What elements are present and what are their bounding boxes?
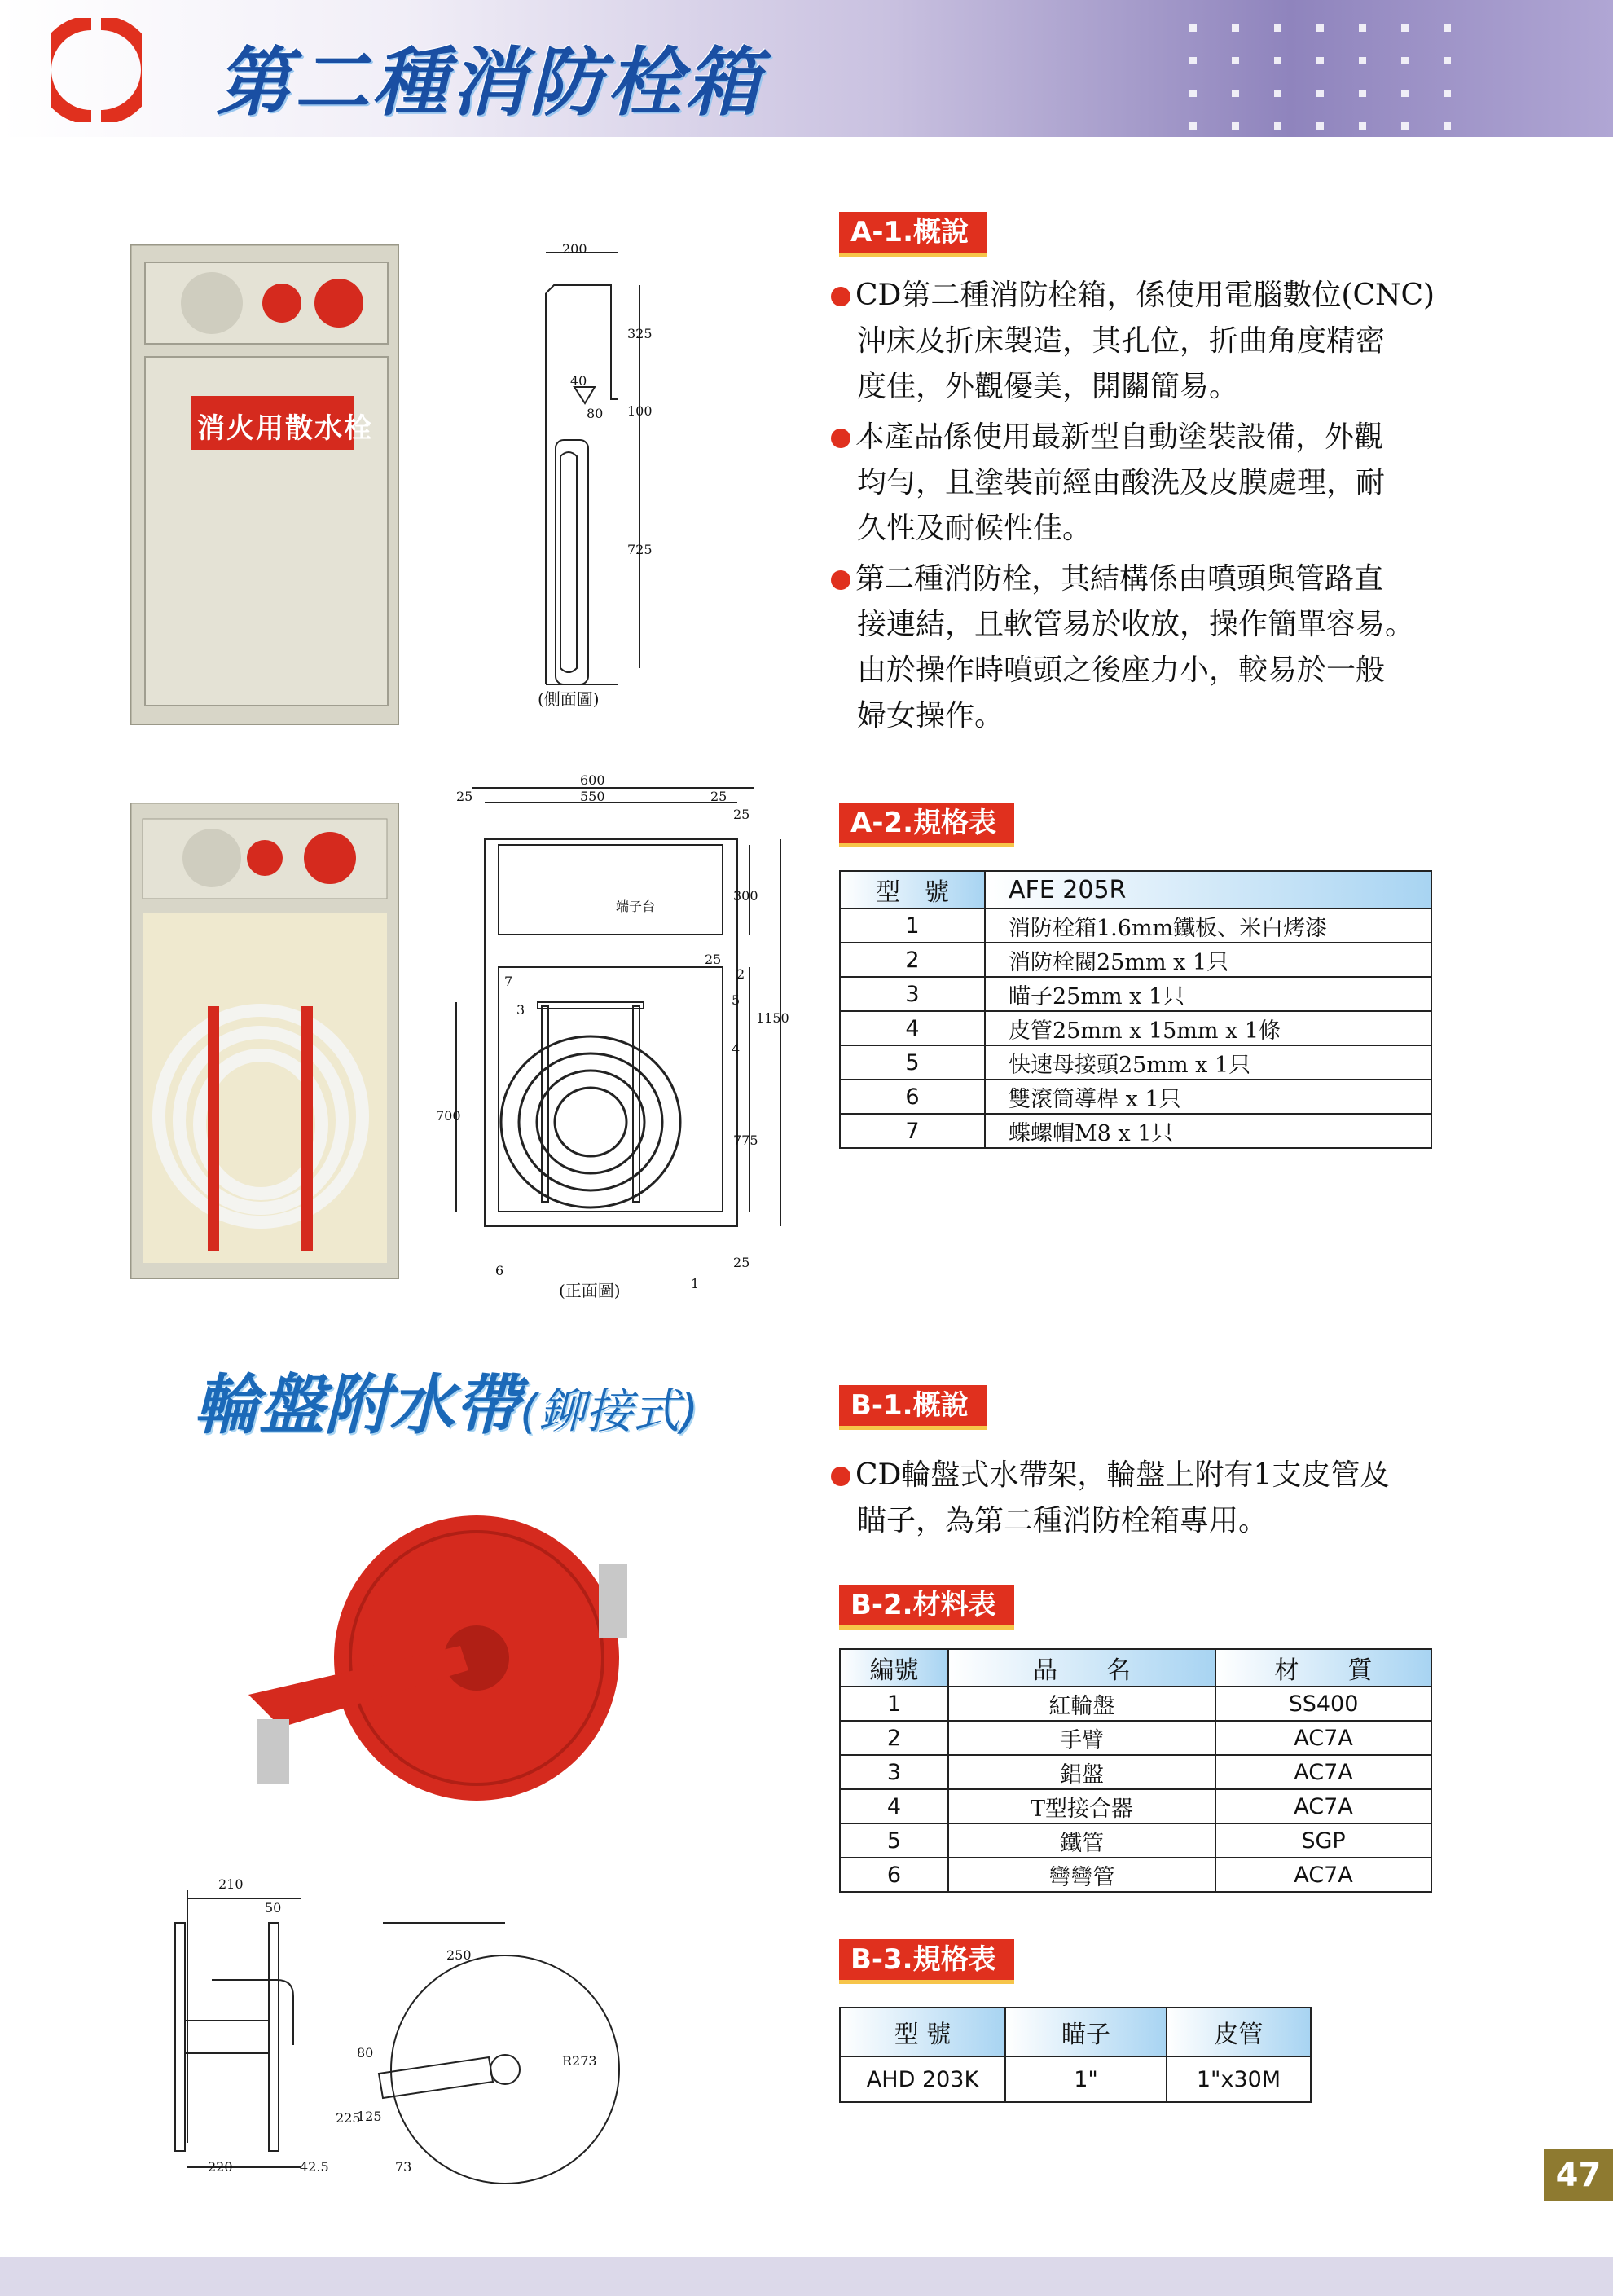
table-row: 1 紅輪盤 SS400: [840, 1687, 1431, 1721]
b1-bullets: [831, 1453, 1389, 1544]
header-dot: [1444, 122, 1451, 130]
cabinet-label: 消火用散水栓: [197, 412, 373, 445]
table-row: 3 瞄子25mm x 1只: [840, 977, 1431, 1011]
header-dot: [1444, 24, 1451, 32]
callout: 2: [736, 966, 745, 982]
header-dot: [1232, 122, 1239, 130]
dim-label: 775: [733, 1133, 758, 1148]
dim-label: 25: [733, 1255, 750, 1270]
header-dot: [1359, 57, 1366, 64]
dim-label: 1150: [756, 1010, 789, 1026]
dim-label: 550: [580, 789, 605, 804]
dim-label: 225: [336, 2110, 361, 2126]
table-header-row: 編號 品 名 材 質: [840, 1649, 1431, 1687]
reel-drawing: [163, 1874, 668, 2184]
model-cell: AFE 205R: [985, 871, 1431, 908]
table-row: 2 手臂 AC7A: [840, 1721, 1431, 1755]
a1-tag: A-1.概說: [839, 212, 987, 257]
dim-label: 50: [265, 1900, 282, 1916]
terminal-label: 端子台: [616, 899, 656, 914]
dim-label: 210: [218, 1876, 244, 1892]
header-dot: [1232, 24, 1239, 32]
header-dot: [1232, 90, 1239, 97]
dim-label: 40: [570, 373, 587, 389]
dim-label: 200: [562, 241, 587, 257]
footer-band: [0, 2257, 1613, 2296]
b2-material-table: [839, 1648, 1432, 1893]
header-dot: [1401, 24, 1409, 32]
bullet-line: 本產品係使用最新型自動塗裝設備，外觀: [831, 415, 1435, 460]
col-header: 型 號: [840, 871, 985, 908]
dim-label: 300: [733, 888, 758, 904]
header-dot: [1189, 24, 1197, 32]
header-dot: [1401, 122, 1409, 130]
table-row: 4 皮管25mm x 15mm x 1條: [840, 1011, 1431, 1045]
table-row: 4 T型接合器 AC7A: [840, 1789, 1431, 1823]
table-row: 6 雙滾筒導桿 x 1只: [840, 1080, 1431, 1114]
front-caption: (正面圖): [559, 1281, 621, 1300]
header-dot: [1189, 57, 1197, 64]
a1-bullets: [831, 273, 1435, 739]
callout: 7: [504, 974, 513, 989]
dim-label: 25: [710, 789, 727, 804]
bullet-line: 均勻，且塗裝前經由酸洗及皮膜處理，耐: [857, 466, 1386, 499]
table-row: 5 快速母接頭25mm x 1只: [840, 1045, 1431, 1080]
reel-section-title: 輪盤附水帶(鉚接式): [194, 1367, 699, 1443]
table-row: 5 鐵管 SGP: [840, 1823, 1431, 1858]
bullet-line: CD第二種消防栓箱，係使用電腦數位(CNC): [831, 273, 1435, 319]
dim-label: 25: [733, 807, 750, 822]
dim-label: 725: [627, 542, 653, 557]
b2-tag: B-2.材料表: [839, 1585, 1014, 1630]
header-dot: [1359, 24, 1366, 32]
dim-label: 325: [627, 326, 653, 341]
header-dot: [1401, 57, 1409, 64]
header-dot: [1274, 122, 1281, 130]
b3-spec-table: [839, 2007, 1312, 2103]
b1-tag: B-1.概說: [839, 1385, 987, 1430]
a2-tag: A-2.規格表: [839, 803, 1014, 847]
dim-label: 73: [395, 2159, 412, 2175]
dim-label: 80: [587, 406, 604, 421]
bullet-line: 婦女操作。: [857, 699, 1004, 732]
header-dot: [1316, 90, 1324, 97]
header-dot: [1316, 57, 1324, 64]
hose-reel-photo: [232, 1515, 656, 1833]
table-header-row: [840, 871, 1431, 908]
bullet-line: 由於操作時噴頭之後座力小，較易於一般: [857, 653, 1386, 687]
page-number: 47: [1544, 2149, 1613, 2201]
front-view-drawing: [440, 770, 790, 1275]
header-dot: [1232, 57, 1239, 64]
b3-tag: B-3.規格表: [839, 1939, 1014, 1984]
callout: 5: [732, 992, 741, 1008]
dim-label: 700: [436, 1108, 461, 1124]
page-title: 第二種消防栓箱: [216, 39, 764, 126]
header-dot: [1274, 24, 1281, 32]
dim-label: 42.5: [300, 2159, 329, 2175]
bullet-line: 第二種消防栓，其結構係由噴頭與管路直: [831, 556, 1435, 602]
side-caption: (側面圖): [538, 689, 600, 709]
dim-label: 100: [627, 403, 653, 419]
table-row: AHD 203K 1" 1"x30M: [840, 2056, 1311, 2102]
table-row: 2 消防栓閥25mm x 1只: [840, 943, 1431, 977]
header-dot: [1316, 122, 1324, 130]
header-dot: [1359, 90, 1366, 97]
dim-label: 250: [446, 1947, 472, 1963]
cabinet-open-photo: [130, 803, 399, 1279]
bullet-line: CD輪盤式水帶架，輪盤上附有1支皮管及: [831, 1453, 1389, 1498]
dim-label: 600: [580, 772, 605, 788]
bullet-line: 度佳，外觀優美，開關簡易。: [857, 370, 1239, 403]
header-dot: [1189, 122, 1197, 130]
callout: 3: [516, 1002, 525, 1018]
bullet-line: 接連結，且軟管易於收放，操作簡單容易。: [857, 608, 1415, 641]
header-dot: [1444, 57, 1451, 64]
side-view-drawing: [521, 236, 676, 709]
header-dot: [1189, 90, 1197, 97]
cd-logo: [51, 18, 142, 122]
dim-label: 25: [456, 789, 473, 804]
cabinet-closed-photo: [130, 244, 399, 725]
dim-label: 125: [357, 2109, 382, 2124]
callout: 6: [495, 1263, 504, 1278]
bullet-line: 瞄子，為第二種消防栓箱專用。: [857, 1504, 1268, 1537]
table-row: 1 消防栓箱1.6mm鐵板、米白烤漆: [840, 908, 1431, 943]
bullet-line: 久性及耐候性佳。: [857, 512, 1092, 545]
header-dot: [1274, 90, 1281, 97]
dim-label: 25: [705, 952, 722, 967]
dim-label: 80: [357, 2045, 374, 2061]
callout: 4: [732, 1041, 741, 1057]
header-dot: [1444, 90, 1451, 97]
dim-label: 220: [208, 2159, 233, 2175]
table-header-row: 型 號 瞄子 皮管: [840, 2008, 1311, 2056]
header-dot: [1359, 122, 1366, 130]
header-dot: [1401, 90, 1409, 97]
table-row: 3 鋁盤 AC7A: [840, 1755, 1431, 1789]
bullet-line: 沖床及折床製造，其孔位，折曲角度精密: [857, 324, 1386, 358]
a2-spec-table: [839, 870, 1432, 1149]
callout: 1: [691, 1276, 700, 1291]
table-row: 7 蝶螺帽M8 x 1只: [840, 1114, 1431, 1148]
dim-label: R273: [562, 2053, 597, 2069]
table-row: 6 彎彎管 AC7A: [840, 1858, 1431, 1892]
header-dot: [1274, 57, 1281, 64]
header-dot: [1316, 24, 1324, 32]
